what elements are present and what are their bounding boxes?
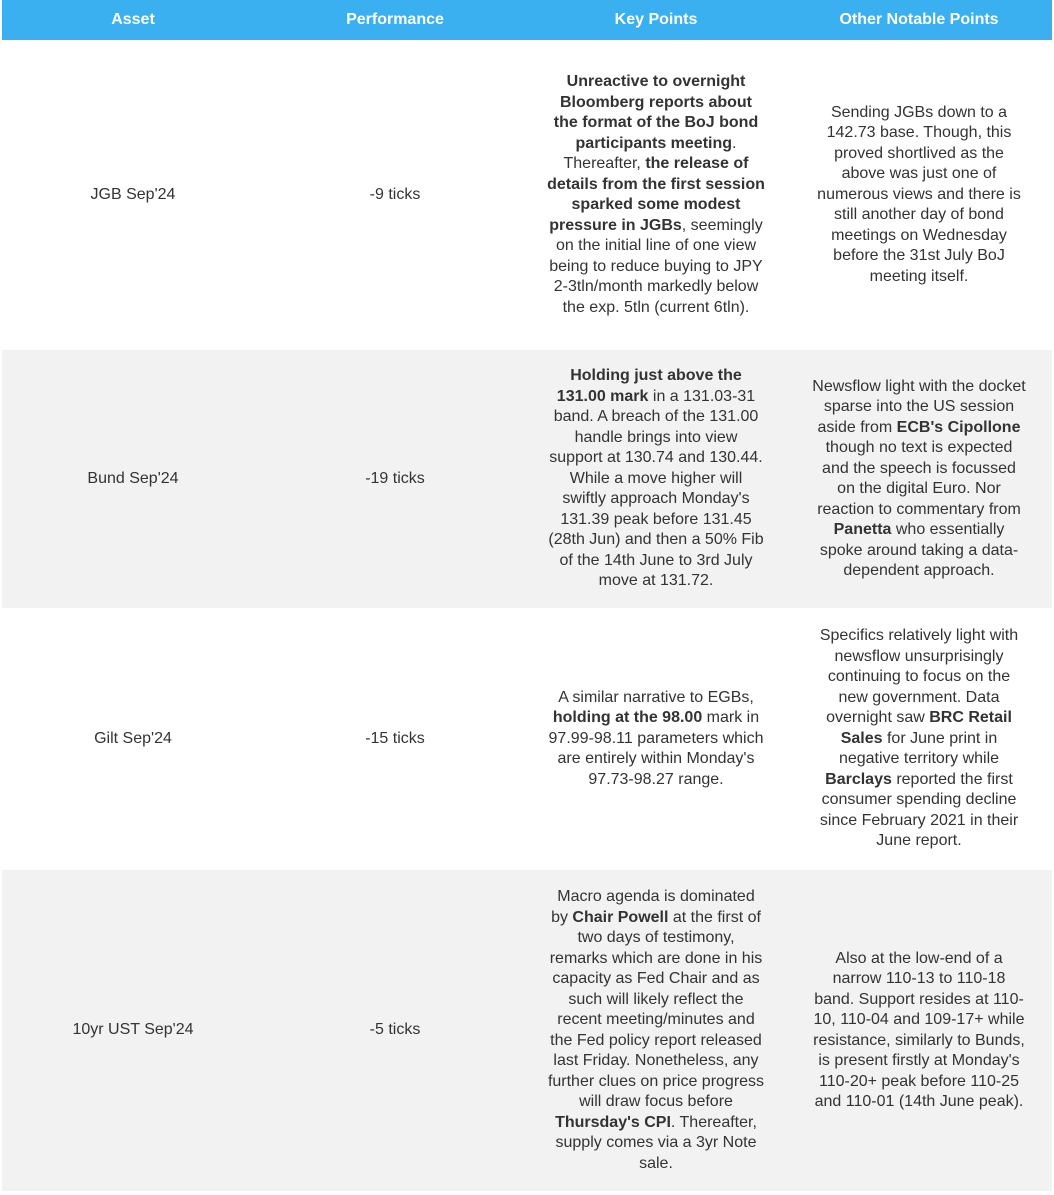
text-phrase: Macro agenda is dominated by (551, 888, 755, 926)
bold-phrase: Holding just above the 131.00 mark (556, 367, 742, 405)
header-key-points: Key Points (526, 0, 786, 41)
bold-phrase: Thursday's CPI (555, 1113, 671, 1131)
text-phrase: Sending JGBs down to a 142.73 base. Though, this proved shortlived as the above was just one of numerous views and there is still another day of bond meetings on Wednesday before the 31st July BoJ meeting itself. (817, 103, 1021, 285)
bold-phrase: the release of details from the first session sparked some modest pressure in JGBs (547, 155, 765, 234)
performance-cell: -5 ticks (264, 869, 526, 1191)
header-other-points: Other Notable Points (786, 0, 1052, 41)
key-points-cell (526, 41, 786, 349)
text-phrase: reported the first consumer spending decline since February 2021 in their June report. (819, 770, 1019, 850)
other-points-cell (786, 41, 1052, 349)
text-phrase: in a 131.03-31 band. A breach of the 131.00 handle brings into view support at 130.74 and 130.44. While a move higher will swiftly approach Monday's 131.39 peak before 131.45 (28th Jun) and then a 50% Fib of the 14th June to 3rd July move at 131.72. (548, 387, 764, 590)
text-phrase: , seemingly on the initial line of one view being to reduce buying to JPY 2-3tln/month markedly below the exp. 5tln (current 6tln). (549, 216, 763, 316)
asset-cell: JGB Sep'24 (2, 41, 264, 349)
bold-phrase: Chair Powell (572, 908, 669, 926)
market-table (2, 0, 1052, 1191)
other-points-cell (786, 349, 1052, 609)
asset-cell: 10yr UST Sep'24 (2, 869, 264, 1191)
table-row (2, 41, 1052, 349)
other-points-cell (786, 609, 1052, 869)
bold-phrase: holding at the 98.00 (552, 709, 703, 727)
text-phrase: though no text is expected and the speech is focussed on the digital Euro. Nor reaction to commentary from (817, 439, 1021, 518)
text-phrase: mark in 97.99-98.11 parameters which are entirely within Monday's 97.73-98.27 range. (548, 709, 764, 788)
key-points-cell (526, 609, 786, 869)
text-phrase: Also at the low-end of a narrow 110-13 to 110-18 band. Support resides at 110-10, 110-04 and 109-17+ while resistance, similarly to Bunds, is present firstly at Monday's 110-20+ peak before 110-25 and 110-01 (14th June peak). (813, 949, 1025, 1110)
other-points-text (812, 949, 1026, 1113)
other-points-cell (786, 869, 1052, 1191)
performance-cell: -15 ticks (264, 609, 526, 869)
text-phrase: at the first of two days of testimony, remarks which are done in his capacity as Fed Chair and as such will likely reflect the recent meeting/minutes and the Fed policy report released last Friday. Nonetheless, any further clues on price progress will draw focus before (547, 908, 765, 1110)
other-points-text (812, 377, 1026, 582)
text-phrase: Newsflow light with the docket sparse into the US session aside from (812, 377, 1026, 436)
text-phrase: for June print in negative territory while (838, 729, 1000, 768)
bold-phrase: Barclays (825, 770, 892, 788)
table-row (2, 349, 1052, 609)
bold-phrase: Panetta (833, 521, 892, 538)
text-phrase: . Thereafter, (563, 134, 737, 172)
asset-cell: Bund Sep'24 (2, 349, 264, 609)
bold-phrase: ECB's Cipollone (896, 418, 1021, 436)
key-points-text (547, 887, 765, 1174)
bold-phrase: Unreactive to overnight Bloomberg reports about the format of the BoJ bond participants meeting (553, 73, 759, 152)
key-points-cell (526, 869, 786, 1191)
asset-cell: Gilt Sep'24 (2, 609, 264, 869)
table-row (2, 609, 1052, 869)
key-points-text (547, 72, 765, 318)
key-points-text (547, 688, 765, 791)
key-points-cell (526, 349, 786, 609)
text-phrase: . Thereafter, supply comes via a 3yr Note sale. (555, 1113, 757, 1172)
text-phrase: Specifics relatively light with newsflow unsurprisingly continuing to focus on the new government. Data overnight saw (819, 627, 1019, 727)
header-row (2, 0, 1052, 41)
other-points-text (812, 626, 1026, 852)
bold-phrase: BRC Retail Sales (840, 709, 1012, 747)
table-row (2, 869, 1052, 1191)
text-phrase: A similar narrative to EGBs, (558, 688, 754, 706)
header-performance: Performance (264, 0, 526, 41)
performance-cell: -19 ticks (264, 349, 526, 609)
header-asset: Asset (2, 0, 264, 41)
key-points-text (547, 366, 765, 592)
text-phrase: who essentially spoke around taking a data-dependent approach. (819, 521, 1019, 579)
performance-cell: -9 ticks (264, 41, 526, 349)
other-points-text (812, 103, 1026, 288)
